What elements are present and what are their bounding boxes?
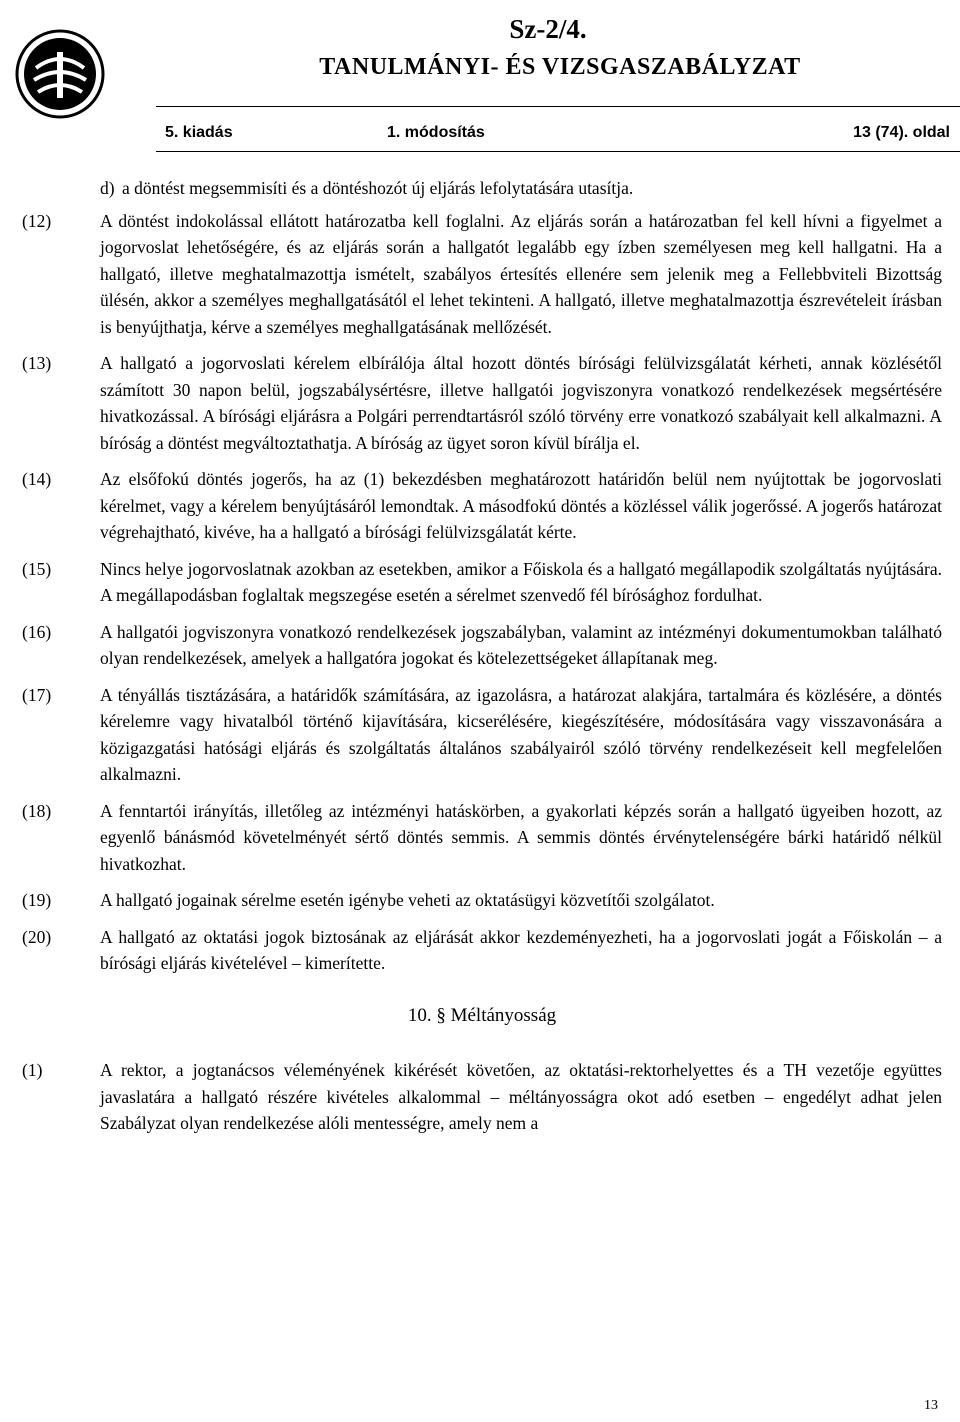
paragraph-number: (16): [22, 621, 52, 642]
paragraph-number: (19): [22, 890, 52, 910]
paragraph-text: A hallgató a jogorvoslati kérelem elbírálója által hozott döntés bírósági felülvizsgálatát kérheti, annak közlésétől számított 30 napon belül, jogszabálysértésre, illetve hallgatói jogviszonyra vonatkozó rendelkezések megsértésére hivatkozással. A bírósági eljárásra a Polgári perrendtartásról szóló törvény erre vonatkozó szabályait kell alkalmazni. A bíróság a döntést megváltoztathatja. A bíróság az ügyet soron kívül bírálja el.: [100, 353, 942, 453]
header-divider: [156, 106, 960, 107]
edition-label: 5. kiadás: [165, 124, 233, 141]
section-heading: 10. § Méltányosság: [407, 1004, 557, 1026]
paragraph-text: A hallgató jogainak sérelme esetén igénybe veheti az oktatásügyi közvetítői szolgálatot.: [100, 890, 715, 910]
document-title: TANULMÁNYI- ÉS VIZSGASZABÁLYZAT: [319, 54, 801, 80]
document-code: Sz-2/4.: [509, 14, 587, 44]
paragraph-19: [22, 887, 942, 914]
paragraph-number: (14): [22, 469, 52, 489]
institution-logo: [14, 28, 106, 120]
header-bottom-divider: [156, 151, 960, 152]
paragraph-number: (17): [22, 684, 52, 705]
section-paragraph-1: [22, 1057, 942, 1137]
paragraph-number: (12): [22, 210, 52, 231]
paragraph-text: A rektor, a jogtanácsos véleményének kikérését követően, az oktatási-rektorhelyettes és a TH vezetője együttes javaslatára a hallgató részére kivételes alkalommal – méltányosságra okot adó esetben – engedélyt adhat jelen Szabályzat olyan rendelkezése alóli mentességre, amely nem a: [100, 1060, 942, 1133]
subitem-text: a döntést megsemmisíti és a döntéshozót új eljárás lefolytatására utasítja.: [122, 178, 634, 198]
paragraph-text: A tényállás tisztázására, a határidők számítására, az igazolásra, a határozat alakjára, tartalmára és közlésére, a döntés kérelemre vagy hivatalból történő kijavítására, kicserélésére, kiegészítésére, módosítására vagy visszavonására a közigazgatási hatósági eljárás és szolgáltatás általános szabályairól szóló törvény rendelkezéseit kell megfelelően alkalmazni.: [100, 684, 942, 784]
paragraph-15: [22, 556, 942, 609]
paragraph-20: [22, 924, 942, 977]
footer-page-number: 13: [924, 1398, 938, 1413]
paragraph-13: [22, 350, 942, 456]
paragraph-text: A döntést indokolással ellátott határozatba kell foglalni. Az eljárás során a határozatban fel kell hívni a figyelmet a jogorvoslat lehetőségére, és az eljárás során a hallgatót legalább egy ízben személyesen meg kell hallgatni. Ha a hallgató, illetve meghatalmazottja ismételt, szabályos értesítés ellenére sem jelenik meg a Fellebbviteli Bizottság ülésén, akkor a személyes meghallgatásától el lehet tekinteni. A hallgató, illetve meghatalmazottja észrevételeit írásban is benyújthatja, kérve a személyes meghallgatásának mellőzését.: [100, 210, 942, 337]
paragraph-number: (18): [22, 800, 52, 821]
modification-label: 1. módosítás: [387, 124, 485, 141]
paragraph-number: (13): [22, 353, 52, 373]
paragraph-number: (1): [22, 1060, 43, 1080]
paragraph-text: A hallgatói jogviszonyra vonatkozó rendelkezések jogszabályban, valamint az intézményi dokumentumokban található olyan rendelkezések, amelyek a hallgatóra jogokat és kötelezettségeket állapítanak meg.: [100, 621, 942, 668]
paragraph-14: [22, 466, 942, 546]
paragraph-number: (20): [22, 926, 52, 947]
subitem-label: d): [100, 178, 115, 198]
paragraph-text: A fenntartói irányítás, illetőleg az intézményi hatáskörben, a gyakorlati képzés során a hallgató ügyeiben hozott, az egyenlő bánásmód követelményét sértő döntés semmis. A semmis döntés érvénytelenségére bárki határidő nélkül hivatkozhat.: [100, 800, 942, 874]
paragraph-text: Nincs helye jogorvoslatnak azokban az esetekben, amikor a Főiskola és a hallgató megállapodik szolgáltatás nyújtására. A megállapodásban foglaltak megszegése esetén a sérelmet szenvedő fél bírósághoz fordulhat.: [100, 558, 942, 605]
paragraph-text: A hallgató az oktatási jogok biztosának az eljárását akkor kezdeményezheti, ha a jogorvoslati jogát a Főiskolán – a bírósági eljárás kivételével – kimerítette.: [100, 926, 942, 973]
paragraph-16: [22, 619, 942, 672]
subitem-d: [22, 175, 942, 202]
paragraph-17: [22, 682, 942, 788]
paragraph-12: [22, 208, 942, 341]
document-body: [22, 175, 942, 1147]
paragraph-number: (15): [22, 558, 52, 579]
page-label: 13 (74). oldal: [853, 124, 950, 141]
paragraph-text: Az elsőfokú döntés jogerős, ha az (1) bekezdésben meghatározott határidőn belül nem nyújtottak be jogorvoslati kérelmet, vagy a kérelem benyújtásáról lemondtak. A másodfokú döntés a közléssel válik jogerőssé. A jogerős határozat végrehajtható, kivéve, ha a hallgató a bírósági felülvizsgálatát kérte.: [100, 469, 942, 542]
paragraph-18: [22, 798, 942, 878]
